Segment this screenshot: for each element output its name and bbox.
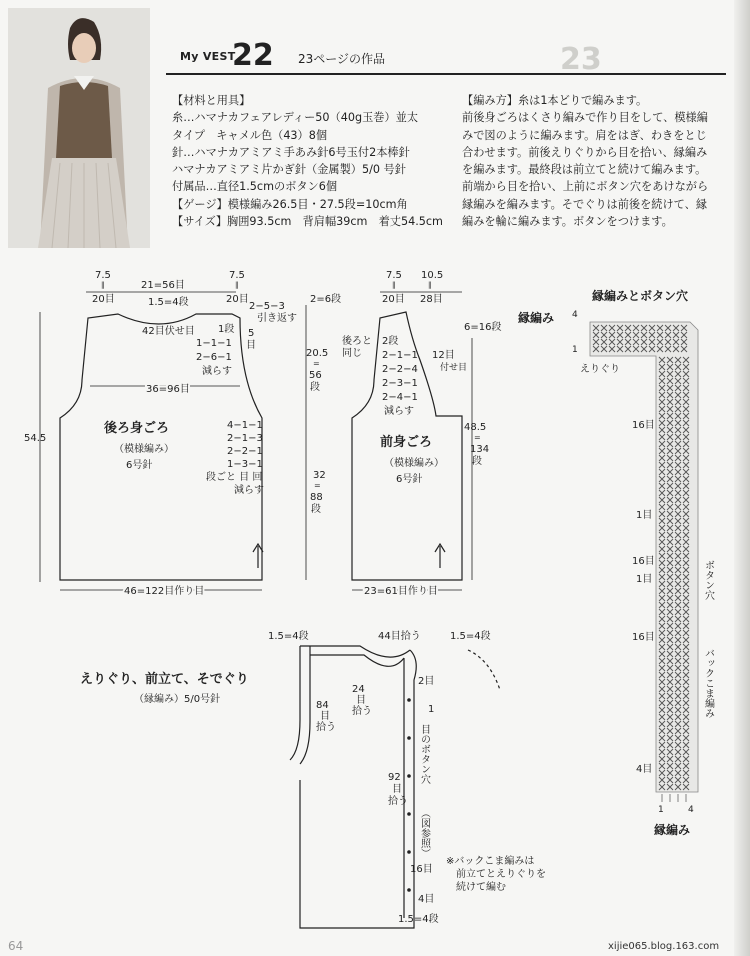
front-top-right-st: 28目 xyxy=(420,294,443,305)
back-top-right-st: 20目 xyxy=(226,294,249,305)
band-pick-92-1: 92 xyxy=(388,772,401,783)
back-shoulder-dec-2: 引き返す xyxy=(257,313,297,324)
back-arm-dec-2: 2−1−3 xyxy=(227,433,263,444)
band-pick-24-1: 24 xyxy=(352,684,365,695)
back-pattern: （模様編み） xyxy=(114,444,174,455)
chart-rows-1: 1 xyxy=(572,345,578,355)
front-top-right-cm: 10.5 xyxy=(421,270,444,281)
band-top-pick: 44目拾う xyxy=(378,631,421,642)
chart-button-hole: ボタン穴 xyxy=(702,560,714,600)
svg-text:段: 段 xyxy=(311,504,321,515)
chart-count-4: 1目 xyxy=(636,574,653,585)
back-neck-rows: 1.5=4段 xyxy=(148,297,189,308)
svg-text:‖: ‖ xyxy=(428,281,432,289)
materials-line: 針…ハマナカアミアミ手あみ針6号玉付2本棒針 xyxy=(172,145,410,159)
band-pick-92-2: 目 xyxy=(392,784,402,795)
chart-bottom-num-2: 4 xyxy=(688,805,694,815)
band-left-rows: 1.5=4段 xyxy=(268,631,309,642)
band-row2: 2目 xyxy=(418,676,435,687)
svg-text:56: 56 xyxy=(309,370,322,381)
materials-line: 【サイズ】胸囲93.5cm 背肩幅39cm 着丈54.5cm xyxy=(172,215,443,229)
front-height-cm: 48.5 xyxy=(464,422,487,433)
back-top-mid: 21=56目 xyxy=(141,280,185,291)
back-neck-dec-3: 2−6−1 xyxy=(196,352,232,363)
svg-text:134: 134 xyxy=(470,444,490,455)
back-width-mid: 36=96目 xyxy=(146,384,190,395)
page-number: 64 xyxy=(8,939,24,953)
svg-text:段: 段 xyxy=(310,382,320,393)
back-body-cm: 32 xyxy=(313,470,326,481)
chart-neckline: えりぐり xyxy=(580,364,620,375)
svg-text:段: 段 xyxy=(472,456,482,467)
header-label: My VEST xyxy=(180,50,236,63)
back-shoulder-rows-1: 5 xyxy=(248,328,255,339)
chart-bottom-label: 縁編み xyxy=(654,823,691,837)
svg-text:‖: ‖ xyxy=(101,281,105,289)
band-st16: 16目 xyxy=(410,864,433,875)
front-cast-on: 23=61目作り目 xyxy=(364,586,438,597)
front-neck-side-1: 12目 xyxy=(432,350,455,361)
band-right-rows: 1.5=4段 xyxy=(450,631,491,642)
back-cast-on: 46=122目作り目 xyxy=(124,586,205,597)
chart-count-5: 16目 xyxy=(632,632,655,643)
back-neck-bindoff: 42目伏せ目 xyxy=(142,326,195,337)
back-shoulder-rows-2: 目 xyxy=(246,340,256,351)
front-neck-dec-4: 2−3−1 xyxy=(382,378,418,389)
band-note-3: 続けて編む xyxy=(456,882,506,893)
method-line: 前端から目を拾い、上前にボタン穴をあけながら xyxy=(462,180,709,194)
materials-line: タイプ キャメル色（43）8個 xyxy=(172,128,328,142)
band-button-hole-2: 目のボタン穴 xyxy=(418,724,430,784)
back-needle: 6号針 xyxy=(126,460,153,471)
header-subtitle: 23ページの作品 xyxy=(298,52,386,66)
front-shoulder-rows: 6=16段 xyxy=(464,322,502,333)
front-same-as-back-1: 後ろと xyxy=(342,336,372,347)
front-neck-dec-3: 2−2−4 xyxy=(382,364,418,375)
back-shoulder-rows2: 2=6段 xyxy=(310,294,342,305)
band-title: えりぐり、前立て、そでぐり xyxy=(80,672,249,687)
button-hole-marks xyxy=(407,698,411,892)
band-pick-84-2: 目 xyxy=(320,711,330,722)
front-neck-dec-2: 2−1−1 xyxy=(382,350,418,361)
method-line: を編みます。最終段は前立てと続けて編みます。 xyxy=(462,163,707,177)
back-neck-dec-4: 減らす xyxy=(202,366,232,377)
materials-line: 【材料と用具】 xyxy=(172,94,251,107)
blog-url: xijie065.blog.163.com xyxy=(608,941,720,952)
back-armhole-cm: 20.5 xyxy=(306,348,329,359)
front-neck-dec-6: 減らす xyxy=(384,406,414,417)
band-pick-24-2: 目 xyxy=(356,695,366,706)
band-pick-84-3: 拾う xyxy=(316,722,336,733)
method-line: みで図のように編みます。肩をはぎ、わきをとじ xyxy=(462,128,707,142)
svg-text:=: = xyxy=(474,433,481,442)
back-arm-dec-3: 2−2−1 xyxy=(227,446,263,457)
back-shoulder-dec-1: 2−5−3 xyxy=(249,301,285,312)
front-neck-dec-1: 2段 xyxy=(382,336,399,347)
band-subtitle: （縁編み）5/0号針 xyxy=(134,694,221,705)
method-line: 合わせます。前後えりぐりから目を拾い、縁編み xyxy=(462,145,708,159)
method-line: 前後身ごろはくさり編みで作り目をして、模様編 xyxy=(462,111,708,125)
svg-text:‖: ‖ xyxy=(392,281,396,289)
back-arm-dec-6: 減らす xyxy=(234,485,264,496)
chart-count-2: 1目 xyxy=(636,510,653,521)
front-neck-dec-5: 2−4−1 xyxy=(382,392,418,403)
back-arm-dec-4: 1−3−1 xyxy=(227,459,263,470)
chart-back-sc: バックこま編み xyxy=(702,648,714,718)
back-title: 後ろ身ごろ xyxy=(104,421,170,436)
band-pick-92-3: 拾う xyxy=(388,796,408,807)
back-arm-dec-5: 段ごと 目 回 xyxy=(206,472,263,483)
front-top-left-cm: 7.5 xyxy=(386,270,402,281)
svg-text:=: = xyxy=(314,481,321,490)
band-button-hole-1: 1 xyxy=(428,704,435,715)
materials-line: ハマナカアミアミ片かぎ針（金属製）5/0 号針 xyxy=(172,163,406,177)
band-pick-84-1: 84 xyxy=(316,700,329,711)
method-line: 編みを輪に編みます。ボタンをつけます。 xyxy=(462,215,673,229)
front-title: 前身ごろ xyxy=(380,435,433,450)
pattern-number: 22 xyxy=(232,38,274,73)
band-pick-24-3: 拾う xyxy=(352,706,372,717)
back-arm-dec-1: 4−1−1 xyxy=(227,420,263,431)
svg-text:88: 88 xyxy=(310,492,323,503)
back-top-left-cm: 7.5 xyxy=(95,270,111,281)
back-neck-dec-2: 1−1−1 xyxy=(196,338,232,349)
front-pattern: （模様編み） xyxy=(384,458,444,469)
svg-text:‖: ‖ xyxy=(235,281,239,289)
chart-count-3: 16目 xyxy=(632,556,655,567)
chart-label-top: 縁編み xyxy=(518,311,555,325)
band-st4: 4目 xyxy=(418,894,435,905)
materials-line: 糸…ハマナカフェアレディー50（40g玉巻）並太 xyxy=(172,111,419,125)
band-note-2: 前立てとえりぐりを xyxy=(456,869,546,880)
front-top-left-st: 20目 xyxy=(382,294,405,305)
svg-text:=: = xyxy=(313,359,320,368)
materials-line: 【ゲージ】模様編み26.5目・27.5段=10cm角 xyxy=(172,197,408,211)
ghost-number: 23 xyxy=(560,42,602,77)
chart-bottom-num-1: 1 xyxy=(658,805,664,815)
method-line: 縁編みを編みます。そでぐりは前後を続けて、縁 xyxy=(462,197,708,211)
front-needle: 6号針 xyxy=(396,474,423,485)
front-neck-side-2: 付せ目 xyxy=(440,363,468,373)
band-bottom-rows: 1.5=4段 xyxy=(398,914,439,925)
back-neck-dec-1: 1段 xyxy=(218,324,235,335)
chart-title: 縁編みとボタン穴 xyxy=(592,289,689,303)
band-note-1: ※バックこま編みは xyxy=(446,856,535,867)
back-top-right-cm: 7.5 xyxy=(229,270,245,281)
front-same-as-back-2: 同じ xyxy=(342,348,362,359)
chart-count-6: 4目 xyxy=(636,764,653,775)
method-line: 【編み方】糸は1本どりで編みます。 xyxy=(462,94,648,107)
materials-line: 付属品…直径1.5cmのボタン6個 xyxy=(172,180,338,194)
chart-rows-4: 4 xyxy=(572,310,578,320)
chart-count-1: 16目 xyxy=(632,420,655,431)
band-ref: （図参照） xyxy=(418,808,430,858)
back-height: 54.5 xyxy=(24,433,47,444)
back-top-left-st: 20目 xyxy=(92,294,115,305)
